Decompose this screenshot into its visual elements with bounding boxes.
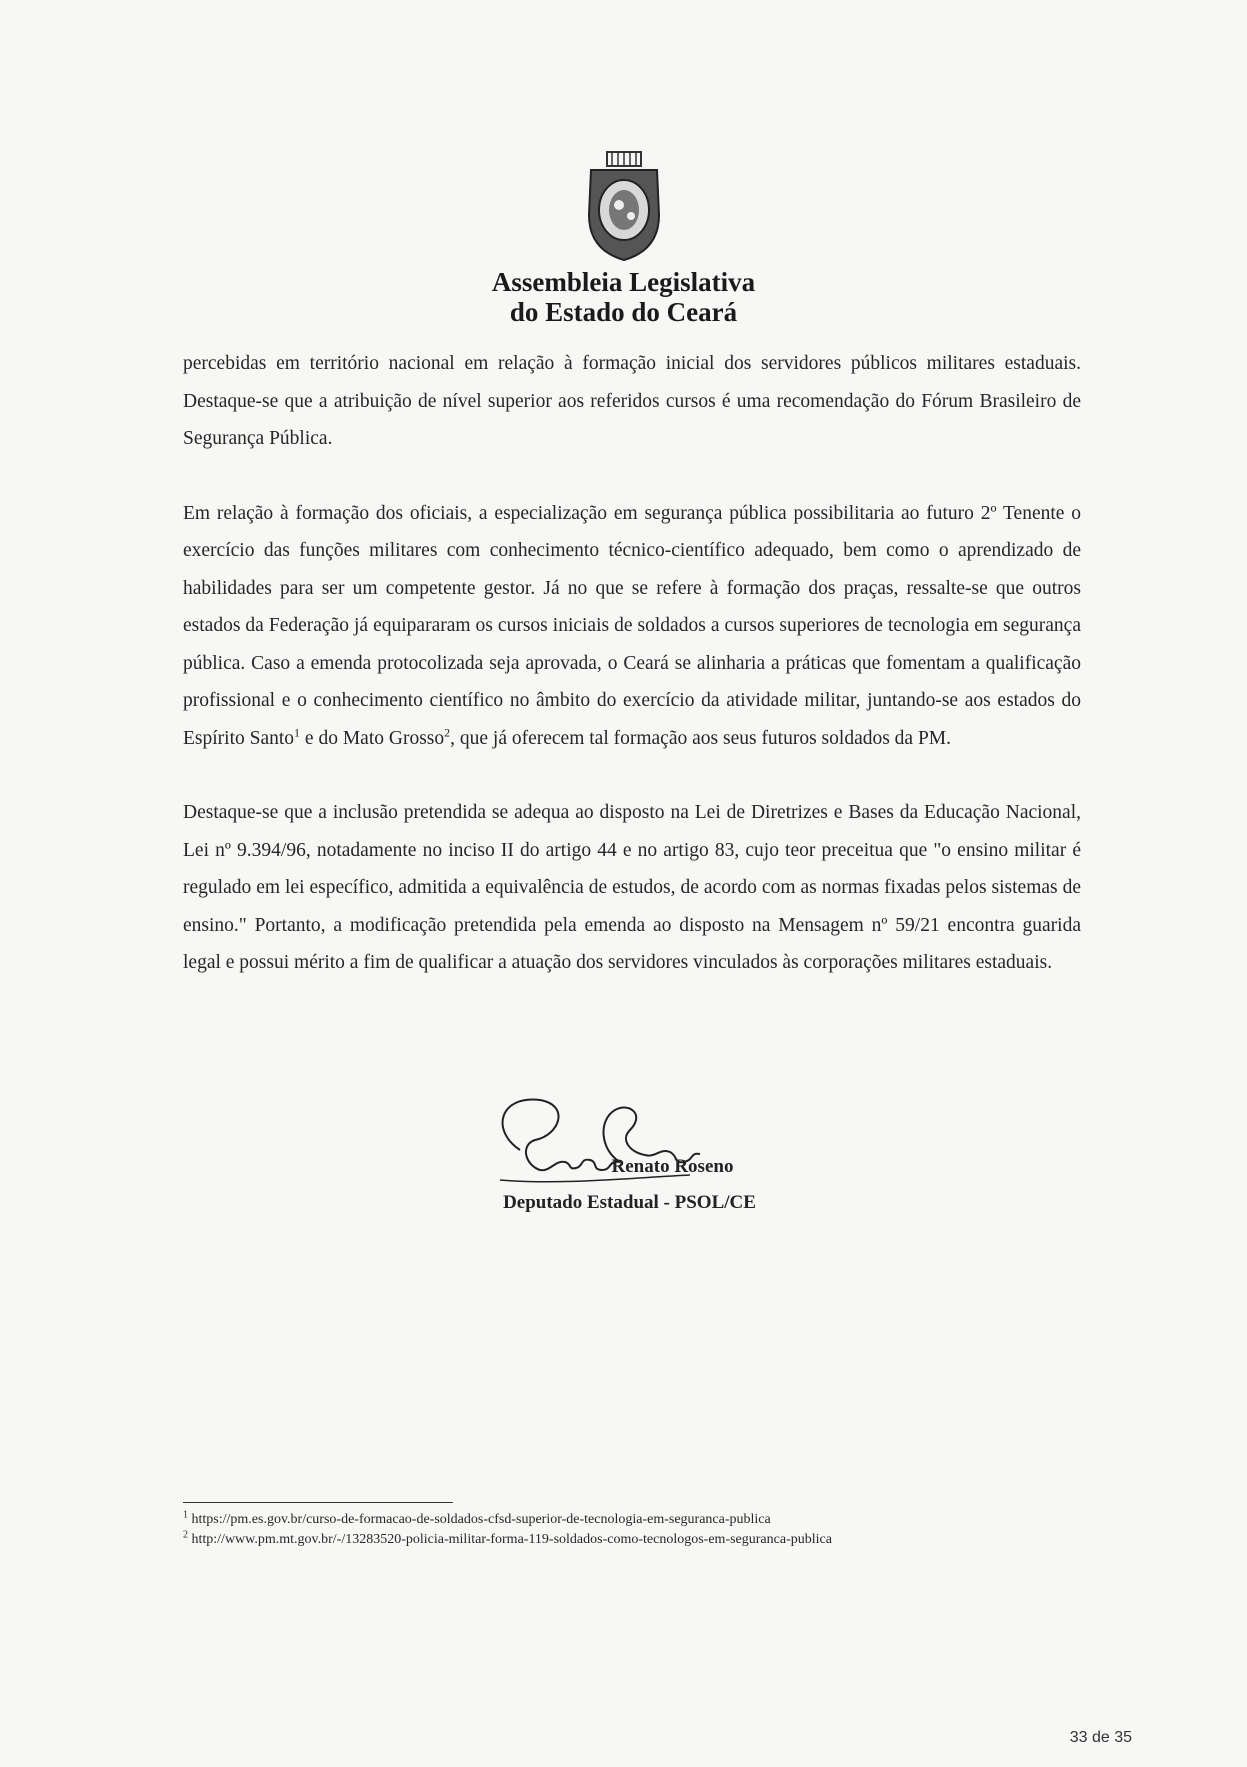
signatory-title: Deputado Estadual - PSOL/CE — [503, 1192, 756, 1213]
institution-name-line1: Assembleia Legislativa — [491, 267, 756, 297]
state-crest-icon — [579, 150, 669, 265]
footnote-2 — [183, 1530, 1083, 1550]
institution-name-line2: do Estado do Ceará — [509, 297, 738, 327]
footnote-1 — [183, 1510, 1083, 1530]
letterhead — [0, 150, 1247, 327]
paragraph-2-part3: , que já oferecem tal formação aos seus futuros soldados da PM. — [450, 727, 952, 749]
signatory-name: Renato Roseno — [611, 1156, 734, 1177]
footnote-1-link[interactable]: https://pm.es.gov.br/curso-de-formacao-de-soldados-cfsd-superior-de-tecnologia-em-seguranca-publica — [191, 1512, 771, 1527]
signature-icon — [480, 1090, 810, 1200]
paragraph-2-part1: Em relação à formação dos oficiais, a especialização em segurança pública possibilitaria ao futuro 2º Tenente o exercício das funções militares com conhecimento técnico-científico adequado, bem como o aprendizado de habilidades para ser um competente gestor. Já no que se refere à formação dos praças, ressalte-se que outros estados da Federação já equipararam os cursos iniciais de soldados a cursos superiores de tecnologia em segurança pública. Caso a emenda protocolizada seja aprovada, o Ceará se alinharia a práticas que fomentam a qualificação profissional e o conhecimento científico no âmbito do exercício da atividade militar, juntando-se aos estados do Espírito Santo — [183, 502, 1081, 749]
paragraph-1: percebidas em território nacional em relação à formação inicial dos servidores públicos militares estaduais. Destaque-se que a atribuição de nível superior aos referidos cursos é uma recomendação do Fórum Brasileiro de Segurança Pública. — [183, 353, 1081, 449]
footnote-divider — [183, 1502, 453, 1503]
footnote-1-marker: 1 — [183, 1509, 188, 1521]
footnote-2-link[interactable]: http://www.pm.mt.gov.br/-/13283520-policia-militar-forma-119-soldados-como-tecnologos-em-seguranca-publica — [191, 1532, 832, 1547]
footnote-2-marker: 2 — [183, 1529, 188, 1541]
document-body — [183, 345, 1081, 982]
handwritten-signature — [480, 1090, 810, 1200]
footnote-ref-1: 1 — [294, 725, 301, 739]
paragraph-3: Destaque-se que a inclusão pretendida se adequa ao disposto na Lei de Diretrizes e Bases da Educação Nacional, Lei nº 9.394/96, notadamente no inciso II do artigo 44 e no artigo 83, cujo teor preceitua que "o ensino militar é regulado em lei específico, admitida a equivalência de estudos, de acordo com as normas fixadas pelos sistemas de ensino." Portanto, a modificação pretendida pela emenda ao disposto na Mensagem nº 59/21 encontra guarida legal e possui mérito a fim de qualificar a atuação dos servidores vinculados às corporações militares estaduais. — [183, 802, 1081, 973]
page-number: 33 de 35 — [1069, 1729, 1132, 1746]
paragraph-2-part2: e do Mato Grosso — [300, 727, 445, 749]
paragraph-2 — [183, 495, 1081, 758]
footnote-ref-2: 2 — [444, 725, 451, 739]
footnotes — [183, 1510, 1083, 1550]
